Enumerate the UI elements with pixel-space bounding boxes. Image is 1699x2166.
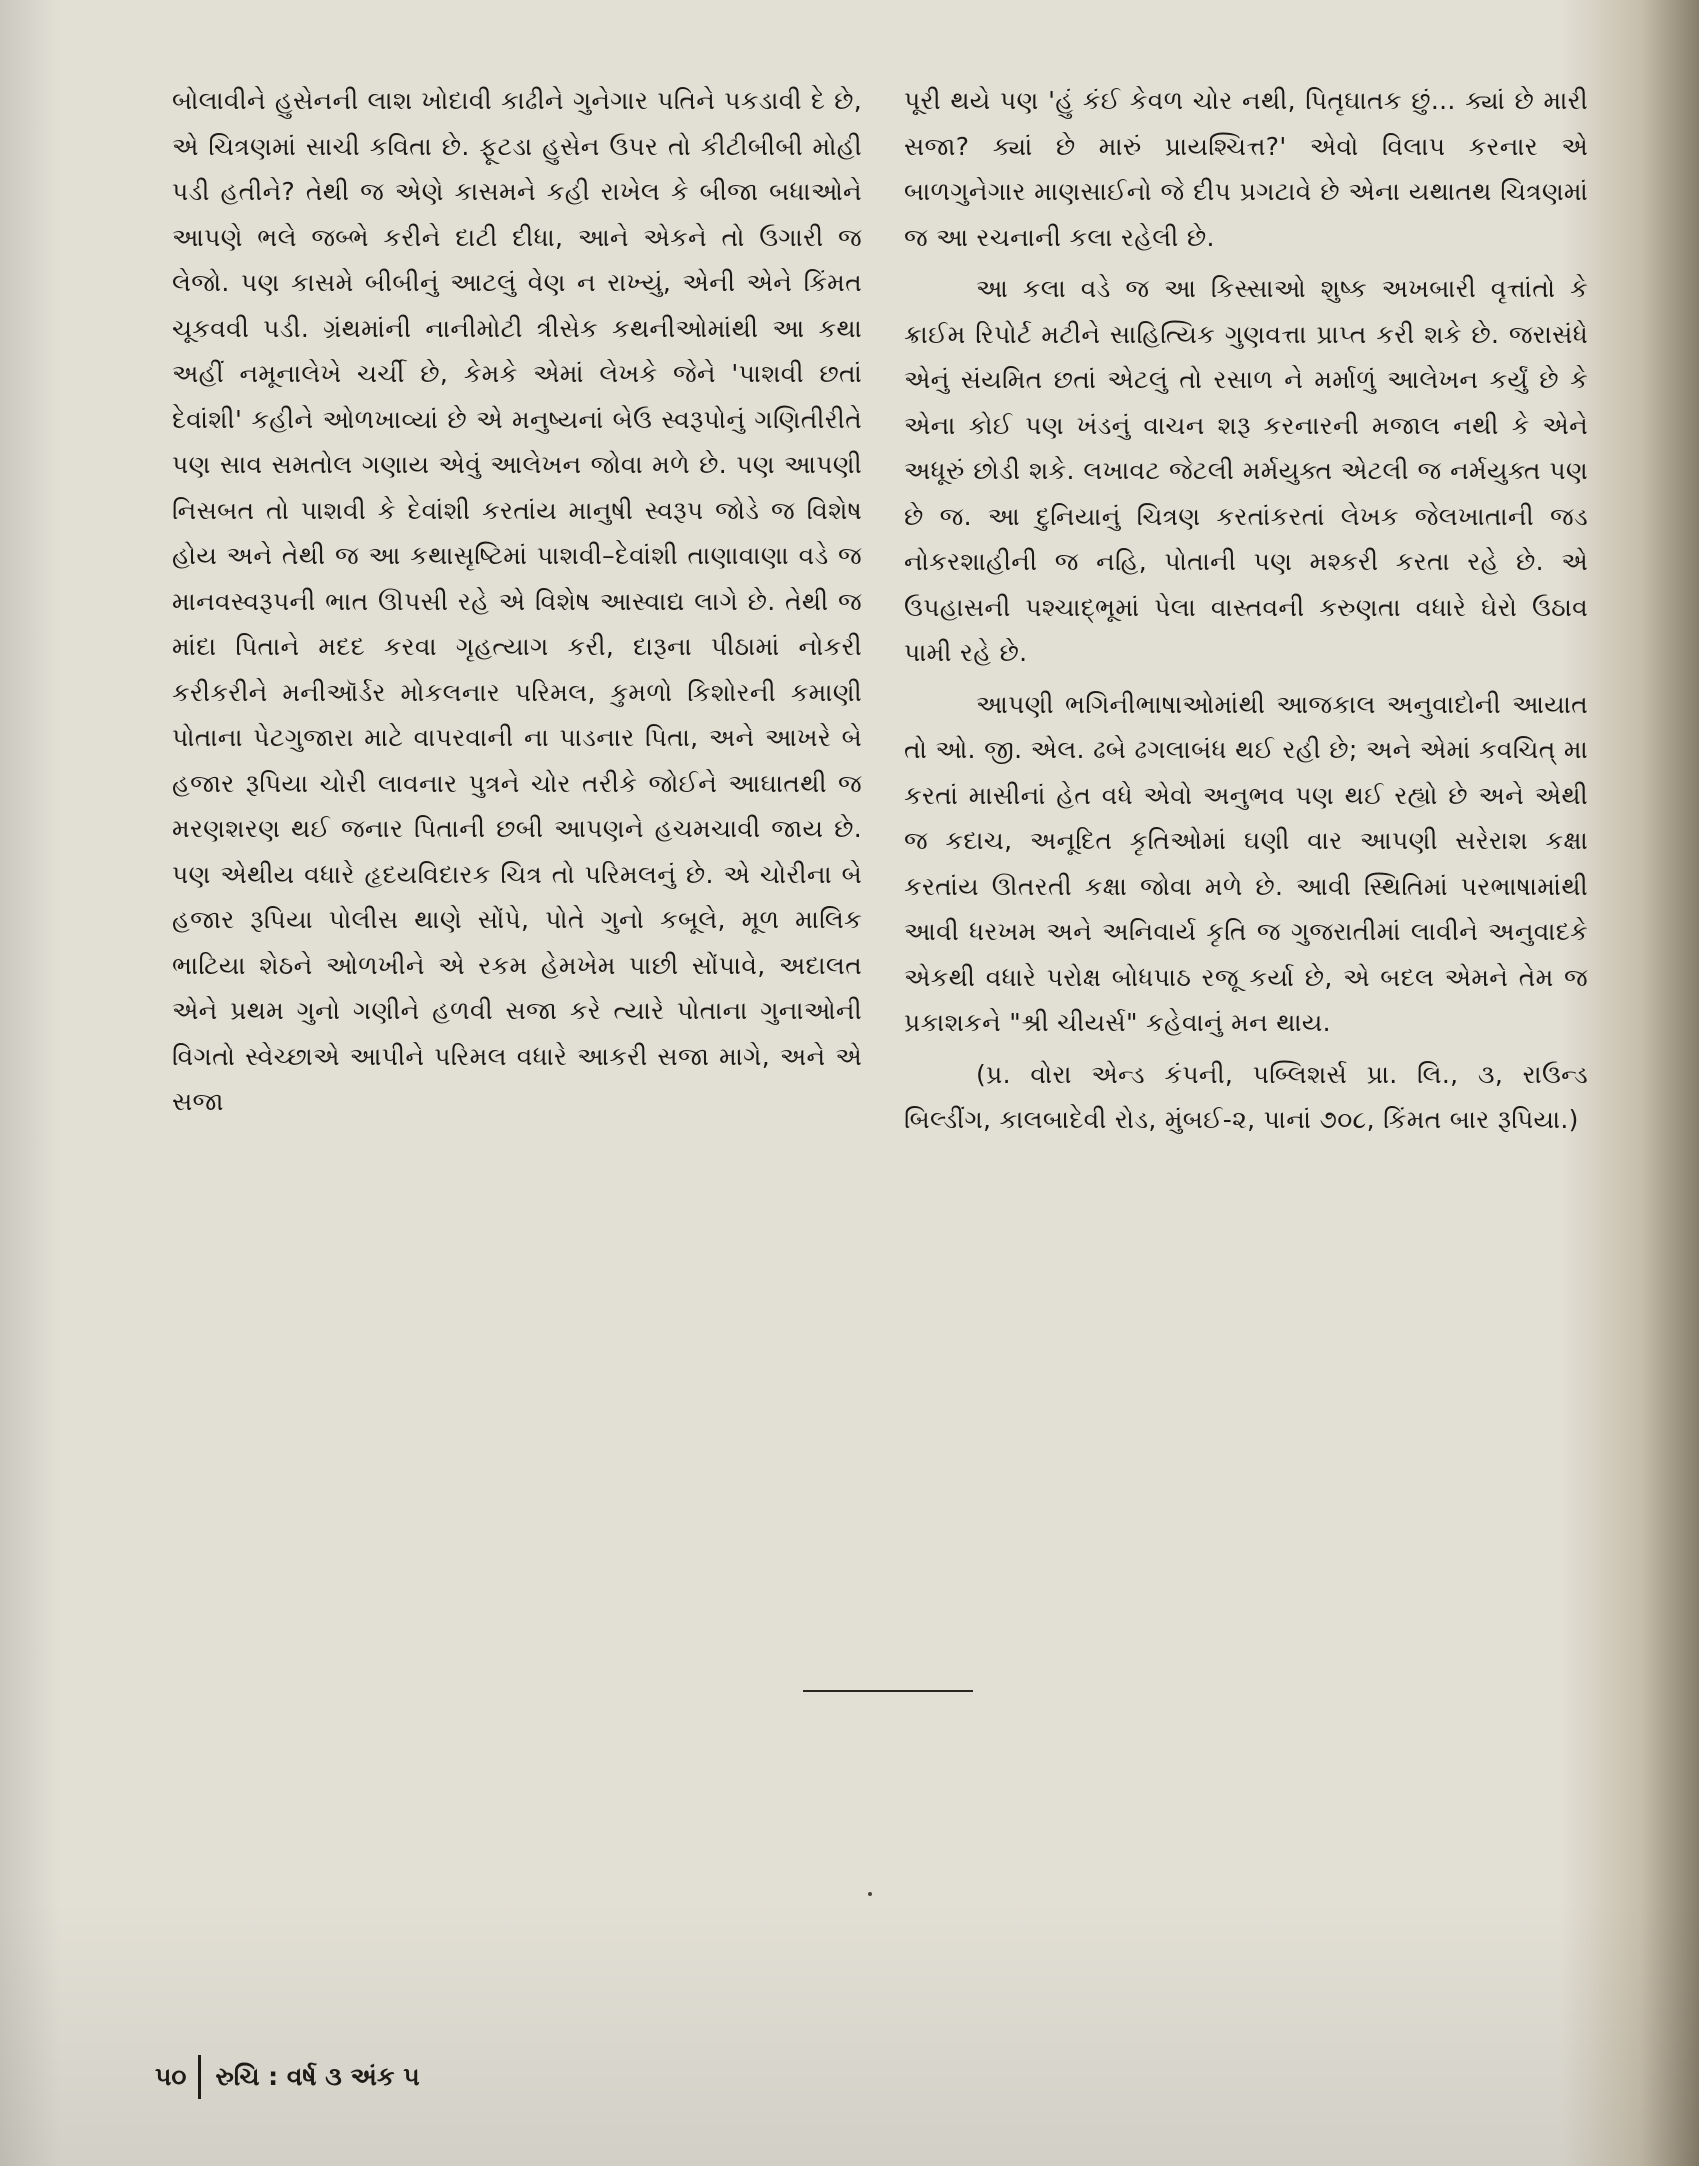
article-column-right [904, 78, 1588, 1143]
article-paragraph: પૂરી થયે પણ 'હું કંઈ કેવળ ચોર નથી, પિતૃઘાતક છું... ક્યાં છે મારી સજા? ક્યાં છે મારું પ્રાયશ્ચિત્ત?' એવો વિલાપ કરનાર એ બાળગુનેગાર માણસાઈનો જે દીપ પ્રગટાવે છે એના યથાતથ ચિત્રણમાં જ આ રચનાની કલા રહેલી છે. [904, 86, 1588, 252]
paper-speck [868, 1892, 872, 1896]
publication-details: (પ્ર. વોરા એન્ડ કંપની, પબ્લિશર્સ પ્રા. લિ., ૩, રાઉન્ડ બિલ્ડીંગ, કાલબાદેવી રોડ, મુંબઈ-૨, પાનાં ૭૦૮, કિંમત બાર રૂપિયા.) [904, 1059, 1588, 1134]
section-divider [803, 1690, 973, 1692]
article-column-left [172, 78, 862, 1125]
article-paragraph: બોલાવીને હુસેનની લાશ ખોદાવી કાઢીને ગુનેગાર પતિને પકડાવી દે છે, એ ચિત્રણમાં સાચી કવિતા છે. ફૂટડા હુસેન ઉપર તો કીટીબીબી મોહી પડી હતીને? તેથી જ એણે કાસમને કહી રાખેલ કે બીજા બધાઓને આપણે ભલે જબ્ભે કરીને દાટી દીધા, આને એકને તો ઉગારી જ લેજો. પણ કાસમે બીબીનું આટલું વેણ ન રાખ્યું, એની એને કિંમત ચૂકવવી પડી. ગ્રંથમાંની નાનીમોટી ત્રીસેક કથનીઓમાંથી આ કથા અહીં નમૂનાલેખે ચર્ચી છે, કેમકે એમાં લેખકે જેને 'પાશવી છતાં દેવાંશી' કહીને ઓળખાવ્યાં છે એ મનુષ્યનાં બેઉ સ્વરૂપોનું ગણિતીરીતે પણ સાવ સમતોલ ગણાય એવું આલેખન જોવા મળે છે. પણ આપણી નિસબત તો પાશવી કે દેવાંશી કરતાંય માનુષી સ્વરૂપ જોડે જ વિશેષ હોય અને તેથી જ આ કથાસૃષ્ટિમાં પાશવી–દેવાંશી તાણાવાણા વડે જ માનવસ્વરૂપની ભાત ઊપસી રહે એ વિશેષ આસ્વાદ્ય લાગે છે. તેથી જ માંદા પિતાને મદદ કરવા ગૃહત્યાગ કરી, દારૂના પીઠામાં નોકરી કરીકરીને મનીઑર્ડર મોકલનાર પરિમલ, કુમળો કિશોરની કમાણી પોતાના પેટગુજારા માટે વાપરવાની ના પાડનાર પિતા, અને આખરે બે હજાર રૂપિયા ચોરી લાવનાર પુત્રને ચોર તરીકે જોઈને આઘાતથી જ મરણશરણ થઈ જનાર પિતાની છબી આપણને હચમચાવી જાય છે. પણ એથીય વધારે હૃદયવિદારક ચિત્ર તો પરિમલનું છે. એ ચોરીના બે હજાર રૂપિયા પોલીસ થાણે સોંપે, પોતે ગુનો કબૂલે, મૂળ માલિક ભાટિયા શેઠને ઓળખીને એ રકમ હેમખેમ પાછી સોંપાવે, અદાલત એને પ્રથમ ગુનો ગણીને હળવી સજા કરે ત્યારે પોતાના ગુનાઓની વિગતો સ્વેચ્છાએ આપીને પરિમલ વધારે આકરી સજા માગે, અને એ સજા [172, 86, 862, 1116]
article-paragraph: આ કલા વડે જ આ કિસ્સાઓ શુષ્ક અખબારી વૃત્તાંતો કે ક્રાઈમ રિપોર્ટ મટીને સાહિત્યિક ગુણવત્તા પ્રાપ્ત કરી શકે છે. જરાસંધે એનું સંયમિત છતાં એટલું તો રસાળ ને મર્માળું આલેખન કર્યું છે કે એના કોઈ પણ ખંડનું વાચન શરૂ કરનારની મજાલ નથી કે એને અધૂરું છોડી શકે. લખાવટ જેટલી મર્મયુક્ત એટલી જ નર્મયુક્ત પણ છે જ. આ દુનિયાનું ચિત્રણ કરતાંકરતાં લેખક જેલખાતાની જડ નોકરશાહીની જ નહિ, પોતાની પણ મશ્કરી કરતા રહે છે. એ ઉપહાસની પશ્ચાદ્ભૂમાં પેલા વાસ્તવની કરુણતા વધારે ઘેરો ઉઠાવ પામી રહે છે. [904, 274, 1588, 667]
page-number: ૫૦ [155, 2062, 187, 2091]
journal-issue: રુચિ : વર્ષ ૩ અંક ૫ [215, 2062, 420, 2091]
footer-rule [198, 2055, 201, 2099]
article-paragraph: આપણી ભગિનીભાષાઓમાંથી આજકાલ અનુવાદોની આયાત તો ઓ. જી. એલ. ઢબે ઢગલાબંધ થઈ રહી છે; અને એમાં કવચિત્ મા કરતાં માસીનાં હેત વધે એવો અનુભવ પણ થઈ રહ્યો છે અને એથી જ કદાચ, અનૂદિત કૃતિઓમાં ઘણી વાર આપણી સરેરાશ કક્ષા કરતાંય ઊતરતી કક્ષા જોવા મળે છે. આવી સ્થિતિમાં પરભાષામાંથી આવી ધરખમ અને અનિવાર્ય કૃતિ જ ગુજરાતીમાં લાવીને અનુવાદકે એકથી વધારે પરોક્ષ બોધપાઠ રજૂ કર્યા છે, એ બદલ એમને તેમ જ પ્રકાશકને "શ્રી ચીયર્સ" કહેવાનું મન થાય. [904, 689, 1588, 1037]
page-footer [155, 2055, 420, 2099]
